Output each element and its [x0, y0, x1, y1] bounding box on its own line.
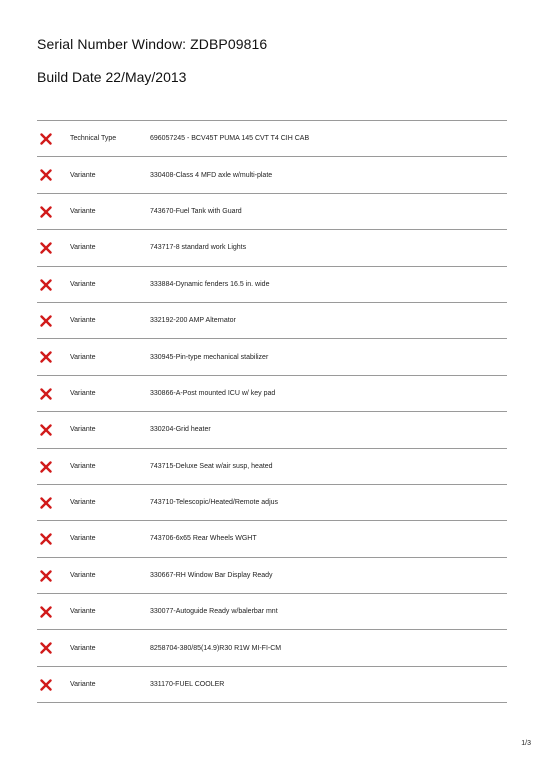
serial-number-title: Serial Number Window: ZDBP09816: [37, 36, 268, 52]
list-item: [37, 667, 507, 703]
x-mark-icon: [40, 206, 52, 218]
row-type: Variante: [70, 280, 96, 288]
x-mark-icon: [40, 570, 52, 582]
row-value: 330667-RH Window Bar Display Ready: [150, 571, 273, 579]
row-type: Variante: [70, 389, 96, 397]
list-item: [37, 267, 507, 303]
page-number: 1/3: [521, 740, 531, 747]
x-mark-icon: [40, 169, 52, 181]
x-mark-icon: [40, 642, 52, 654]
row-value: 330866-A-Post mounted ICU w/ key pad: [150, 389, 276, 397]
list-item: [37, 376, 507, 412]
row-value: 330077-Autoguide Ready w/balerbar mnt: [150, 608, 278, 616]
build-date: Build Date 22/May/2013: [37, 69, 187, 85]
row-value: 743717-8 standard work Lights: [150, 244, 247, 252]
list-item: [37, 194, 507, 230]
row-type: Variante: [70, 207, 96, 215]
row-value: 743715-Deluxe Seat w/air susp, heated: [150, 462, 273, 470]
x-mark-icon: [40, 461, 52, 473]
variant-list: [37, 120, 507, 703]
row-value: 696057245 - BCV45T PUMA 145 CVT T4 CIH CAB: [150, 135, 310, 143]
row-type: Variante: [70, 353, 96, 361]
x-mark-icon: [40, 242, 52, 254]
x-mark-icon: [40, 351, 52, 363]
row-value: 332192-200 AMP Alternator: [150, 317, 236, 325]
row-value: 330204-Grid heater: [150, 426, 211, 434]
row-type: Variante: [70, 462, 96, 470]
x-mark-icon: [40, 424, 52, 436]
row-type: Variante: [70, 608, 96, 616]
list-item: [37, 485, 507, 521]
row-value: 743670-Fuel Tank with Guard: [150, 207, 242, 215]
x-mark-icon: [40, 497, 52, 509]
row-value: 331170-FUEL COOLER: [150, 681, 225, 689]
x-mark-icon: [40, 388, 52, 400]
row-type: Variante: [70, 426, 96, 434]
row-type: Variante: [70, 571, 96, 579]
row-value: 330408-Class 4 MFD axle w/multi-plate: [150, 171, 273, 179]
x-mark-icon: [40, 533, 52, 545]
row-value: 333884-Dynamic fenders 16.5 in. wide: [150, 280, 270, 288]
list-item: [37, 121, 507, 157]
row-type: Variante: [70, 681, 96, 689]
list-item: [37, 594, 507, 630]
list-item: [37, 339, 507, 375]
list-item: [37, 303, 507, 339]
row-type: Technical Type: [70, 135, 117, 143]
x-mark-icon: [40, 279, 52, 291]
row-type: Variante: [70, 171, 96, 179]
list-item: [37, 157, 507, 193]
x-mark-icon: [40, 315, 52, 327]
row-value: 743710-Telescopic/Heated/Remote adjus: [150, 499, 279, 507]
row-type: Variante: [70, 499, 96, 507]
x-mark-icon: [40, 606, 52, 618]
list-item: [37, 412, 507, 448]
x-mark-icon: [40, 679, 52, 691]
row-value: 743706-6x65 Rear Wheels WGHT: [150, 535, 257, 543]
row-type: Variante: [70, 535, 96, 543]
list-item: [37, 630, 507, 666]
row-type: Variante: [70, 317, 96, 325]
row-type: Variante: [70, 644, 96, 652]
list-item: [37, 558, 507, 594]
row-type: Variante: [70, 244, 96, 252]
list-item: [37, 230, 507, 266]
row-value: 330945-Pin-type mechanical stabilizer: [150, 353, 269, 361]
row-value: 8258704-380/85(14.9)R30 R1W MI-FI-CM: [150, 644, 282, 652]
list-item: [37, 449, 507, 485]
x-mark-icon: [40, 133, 52, 145]
list-item: [37, 521, 507, 557]
